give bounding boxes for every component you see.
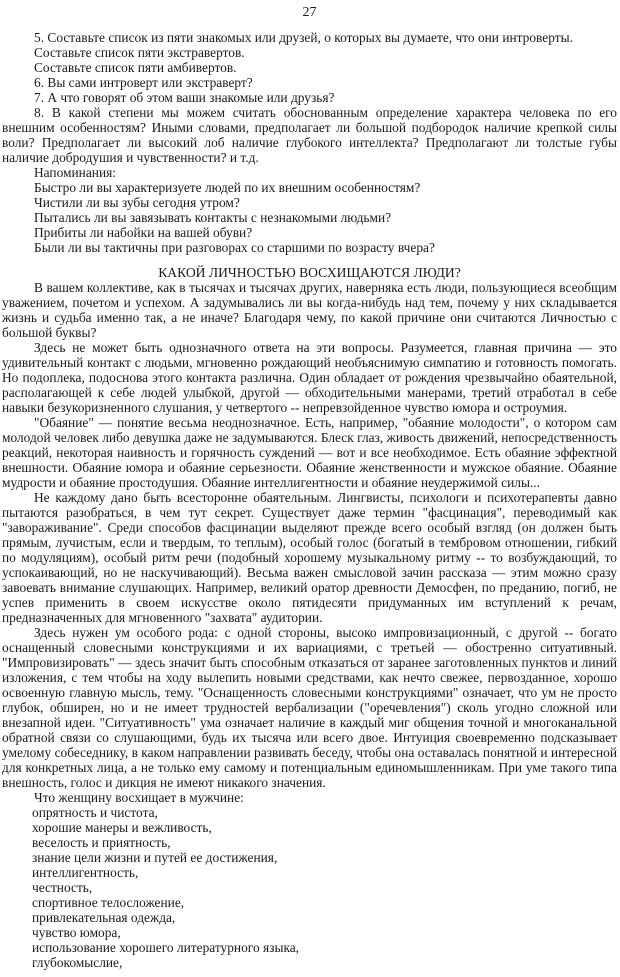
section-heading: КАКОЙ ЛИЧНОСТЬЮ ВОСХИЩАЮТСЯ ЛЮДИ? [158,265,461,280]
question-line: 7. А что говорят об этом ваши знакомые или друзья? [34,90,335,105]
question-line: Прибиты ли набойки на вашей обуви? [34,225,253,240]
paragraph: В вашем коллективе, как в тысячах и тысячах других, наверняка есть люди, пользующиеся всеобщим уважением, почетом и успехом. А задумывались ли вы когда-нибудь над тем, почему у них складывается жизнь и судьба именно так, а не иначе? Благодаря чему, по какой причине они считаются Личностью с большой буквы? [2,280,617,340]
list-line: хорошие манеры и вежливость, [32,820,212,835]
exercise-questions-block [2,30,617,255]
list-line: интеллигентность, [32,865,139,880]
question-line: Составьте список пяти экстравертов. [34,45,245,60]
list-line: чувство юмора, [32,925,121,940]
question-line: 5. Составьте список из пяти знакомых или друзей, о которых вы думаете, что они интроверты. [34,30,573,45]
list-intro: Что женщину восхищает в мужчине: [34,790,244,805]
question-line: Чистили ли вы зубы сегодня утром? [34,195,240,210]
question-line: Быстро ли вы характеризуете людей по их внешним особенностям? [34,180,421,195]
question-line: Составьте список пяти амбивертов. [34,60,237,75]
list-line: честность, [32,880,93,895]
admired-qualities-list [2,805,617,970]
list-line: спортивное телосложение, [32,895,185,910]
question-line: Были ли вы тактичны при разговорах со старшими по возрасту вчера? [34,240,435,255]
paragraph: Здесь не может быть однозначного ответа на эти вопросы. Разумеется, главная причина — это удивительный контакт с людьми, мгновенно рождающий необъяснимую симпатию и готовность помогать. Но подоплека, подоснова этого контакта различна. Один обладает от рождения чрезвычайно обаятельной, располагающей к себе людей улыбкой, другой — обходительными манерами, третий отработал в себе навыки безукоризненного слушания, у четвертого -- непревзойденное чувство юмора и остроумия. [2,340,617,415]
list-line: опрятность и чистота, [32,805,158,820]
section-paragraphs-block [2,280,617,790]
question-line: Напоминания: [34,165,117,180]
list-line: использование хорошего литературного языка, [32,940,300,955]
question-line: 6. Вы сами интроверт или экстраверт? [34,75,253,90]
question-line: Пытались ли вы завязывать контакты с незнакомыми людьми? [34,210,392,225]
question-line: 8. В какой степени мы можем считать обоснованным определение характера человека по его внешним особенностям? Иными словами, предполагает ли большой подбородок наличие крепкой силы воли? Предполагает ли высокий лоб наличие глубокого интеллекта? Предполагают ли толстые губы наличие добродушия и чувственности? и т.д. [2,105,617,165]
list-line: привлекательная одежда, [32,910,176,925]
paragraph: "Обаяние" — понятие весьма неоднозначное. Есть, например, "обаяние молодости", о котором сам молодой человек либо девушка даже не задумываются. Блеск глаз, живость движений, непосредственность реакций, некоторая наивность и горячность суждений — вот и все необходимое. Есть обаяние эффектной внешности. Обаяние юмора и обаяние серьезности. Обаяние женственности и мужское обаяние. Обаяние мудрости и обаяние простодушия. Обаяние интеллигентности и обаяние неудержимой силы... [2,415,617,490]
paragraph: Не каждому дано быть всесторонне обаятельным. Лингвисты, психологи и психотерапевты давно пытаются разобраться, в чем тут секрет. Существует даже термин "фасцинация", переводимый как "завораживание". Среди способов фасцинации выделяют прежде всего особый взгляд (он должен быть прямым, лучистым, если и твердым, то теплым), особый голос (богатый в тембровом отношении, гибкий по модуляциям), особый ритм речи (подобный хорошему музыкальному ритму -- то возбуждающий, то успокаивающий, но не наскучивающий). Весьма важен смысловой зачин рассказа — этим можно сразу завоевать внимание слушающих. Например, великий оратор древности Демосфен, по преданию, погиб, не успев применить в своем искусстве около пятидесяти придуманных им вступлений к речам, предназначенных для мгновенного "захвата" аудитории. [2,490,617,625]
list-line: знание цели жизни и путей ее достижения, [32,850,278,865]
list-line: веселость и приятность, [32,835,171,850]
page-number: 27 [302,5,317,20]
paragraph: Здесь нужен ум особого рода: с одной стороны, высоко импровизационный, с другой -- богато оснащенный словесными конструкциями и их вариациями, с третьей — обостренно ситуативный. "Импровизировать" — здесь значит быть способным отказаться от заранее заготовленных пунктов и линий изложения, с тем чтобы на ходу вылепить новыми средствами, как нечто свежее, первозданное, хорошо освоенную главную мысль, тему. "Оснащенность словесными конструкциями" означает, что ум не просто глубок, обширен, но и не имеет трудностей вербализации ("оречевления") сколь угодно сложной или внезапной идеи. "Ситуативность" ума означает наличие в каждый миг общения точной и многоканальной обратной связи со слушающими, будь их тысяча или всего двое. Интуиция своевременно подсказывает умелому собеседнику, в каком направлении развивать беседу, чтобы она оставалась понятной и интересной для конкретных лица, а не только ему самому и потенциальным единомышленникам. При уме такого типа внешность, голос и дикция не имеют никакого значения. [2,625,617,790]
list-line: глубокомыслие, [32,955,123,970]
